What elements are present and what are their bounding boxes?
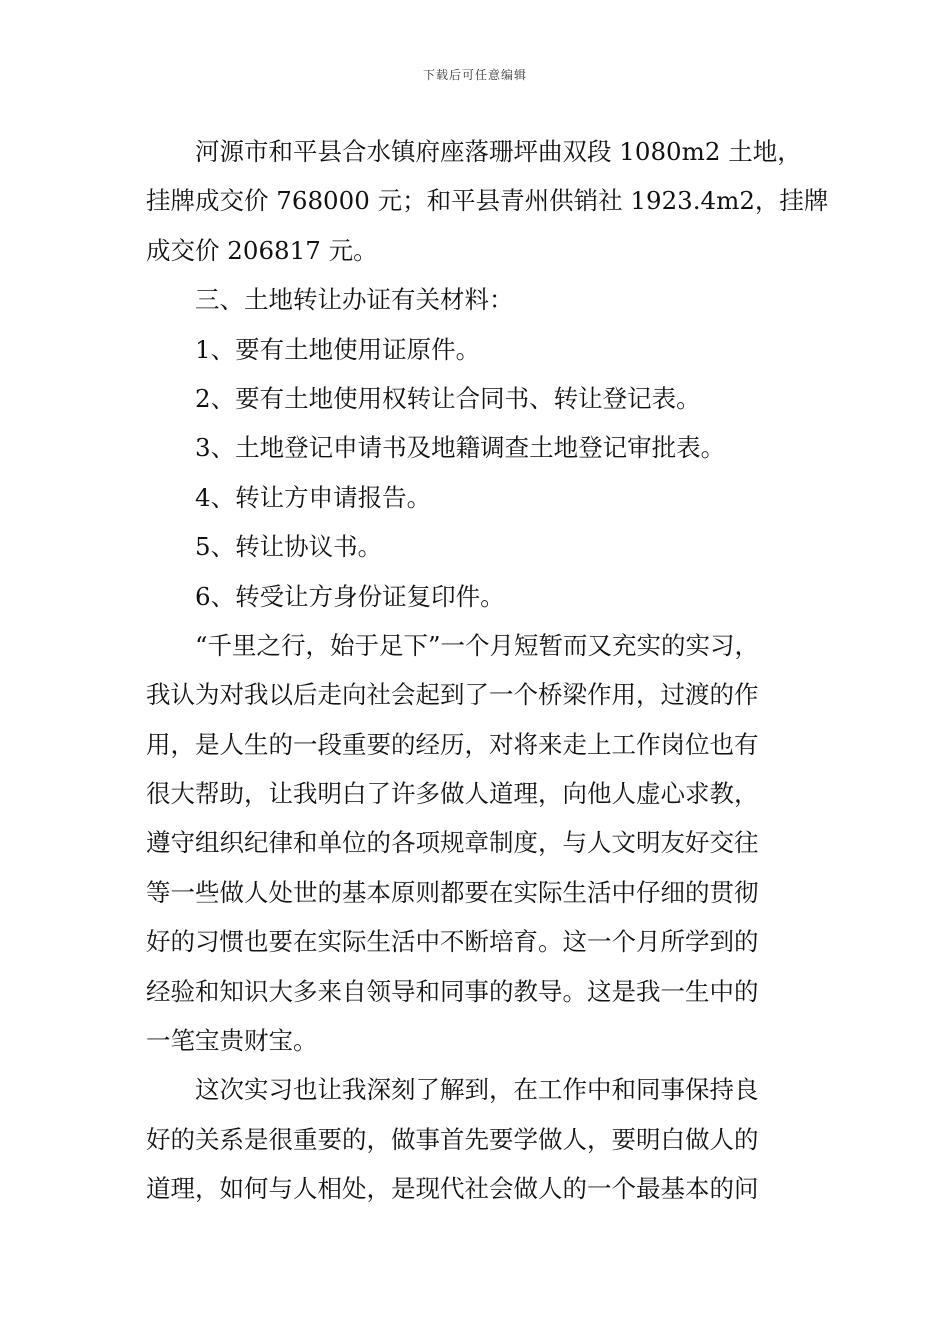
list-item: 5、转让协议书。 <box>195 532 383 562</box>
text-line: 一笔宝贵财宝。 <box>146 1026 318 1056</box>
text-line: 很大帮助，让我明白了许多做人道理，向他人虚心求教， <box>146 779 759 809</box>
list-item: 4、转让方申请报告。 <box>195 482 432 512</box>
list-item: 3、土地登记申请书及地籍调查土地登记审批表。 <box>195 433 726 463</box>
text-line: 好的关系是很重要的，做事首先要学做人，要明白做人的 <box>146 1124 759 1154</box>
text-line: 成交价 206817 元。 <box>146 235 378 265</box>
text-line: “千里之行，始于足下”一个月短暂而又充实的实习， <box>195 630 760 660</box>
page-header: 下载后可任意编辑 <box>422 68 527 82</box>
list-item: 6、转受让方身份证复印件。 <box>195 581 505 611</box>
list-item: 2、要有土地使用权转让合同书、转让登记表。 <box>195 383 701 413</box>
list-item: 1、要有土地使用证原件。 <box>195 334 481 364</box>
text-line: 经验和知识大多来自领导和同事的教导。这是我一生中的 <box>146 976 759 1006</box>
text-line: 用，是人生的一段重要的经历，对将来走上工作岗位也有 <box>146 729 759 759</box>
text-line: 等一些做人处世的基本原则都要在实际生活中仔细的贯彻 <box>146 877 759 907</box>
text-line: 我认为对我以后走向社会起到了一个桥梁作用，过渡的作 <box>146 680 759 710</box>
text-line: 好的习惯也要在实际生活中不断培育。这一个月所学到的 <box>146 927 759 957</box>
text-line: 遵守组织纪律和单位的各项规章制度，与人文明友好交往 <box>146 828 759 858</box>
text-line: 河源市和平县合水镇府座落珊坪曲双段 1080m2 土地， <box>195 137 802 166</box>
document-body <box>146 127 829 1214</box>
text-line: 道理，如何与人相处，是现代社会做人的一个最基本的问 <box>146 1174 759 1204</box>
text-line: 这次实习也让我深刻了解到，在工作中和同事保持良 <box>195 1075 759 1105</box>
text-line: 挂牌成交价 768000 元；和平县青州供销社 1923.4m2，挂牌 <box>146 186 829 216</box>
section-heading: 三、土地转让办证有关材料： <box>195 285 514 315</box>
